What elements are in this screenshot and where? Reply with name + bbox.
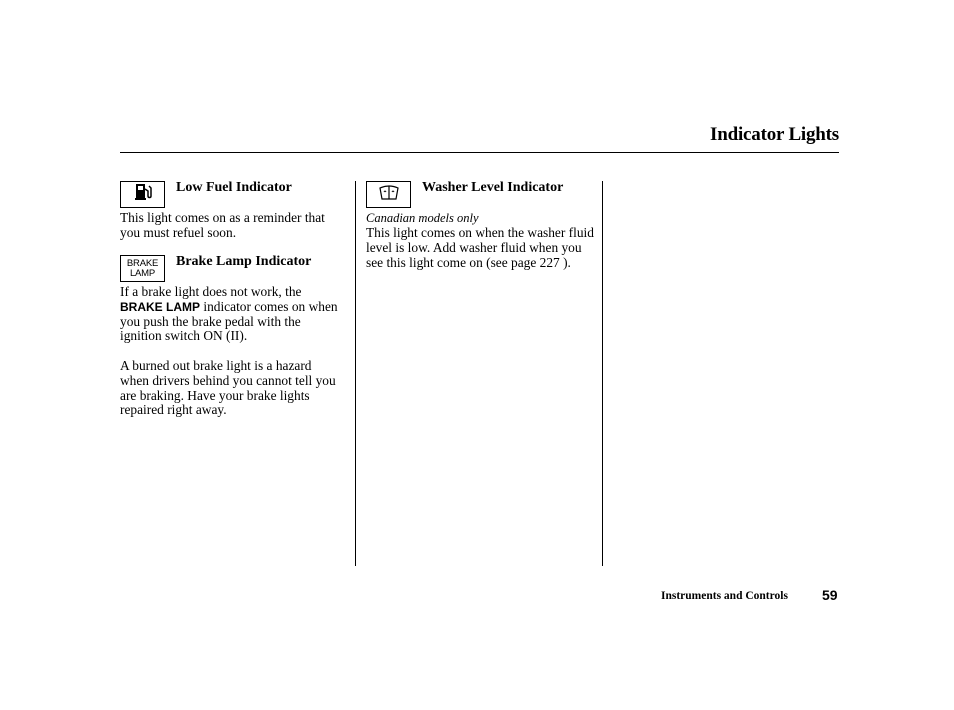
washer-level-indicator-icon-box — [366, 181, 411, 208]
title-rule — [120, 152, 839, 153]
low-fuel-heading: Low Fuel Indicator — [176, 180, 292, 195]
washer-canadian-note: Canadian models only — [366, 211, 479, 225]
washer-fluid-icon — [377, 183, 401, 206]
brake-lamp-indicator-icon-box — [120, 255, 165, 282]
page-number: 59 — [822, 587, 838, 603]
brake-lamp-icon: BRAKE LAMP — [126, 257, 159, 279]
footer-section-title: Instruments and Controls — [661, 590, 788, 602]
brake-lamp-heading: Brake Lamp Indicator — [176, 254, 312, 269]
low-fuel-body: This light comes on as a reminder that you must refuel soon. — [120, 210, 325, 240]
fuel-pump-icon — [133, 183, 153, 206]
washer-level-body: This light comes on when the washer fluid level is low. Add washer fluid when you see this light come on (see page 227 ). — [366, 225, 594, 270]
column-divider-1 — [355, 181, 356, 566]
washer-level-heading: Washer Level Indicator — [422, 180, 564, 195]
brake-lamp-emphasis: BRAKE LAMP — [120, 299, 200, 314]
brake-lamp-para-1: If a brake light does not work, the BRAKE LAMP indicator comes on when you push the brake pedal with the ignition switch ON (II). — [120, 284, 338, 344]
low-fuel-indicator-icon-box — [120, 181, 165, 208]
column-divider-2 — [602, 181, 603, 566]
page-title: Indicator Lights — [710, 124, 839, 145]
brake-lamp-para-2: A burned out brake light is a hazard when drivers behind you cannot tell you are braking. Have your brake lights repaired right away. — [120, 358, 336, 418]
